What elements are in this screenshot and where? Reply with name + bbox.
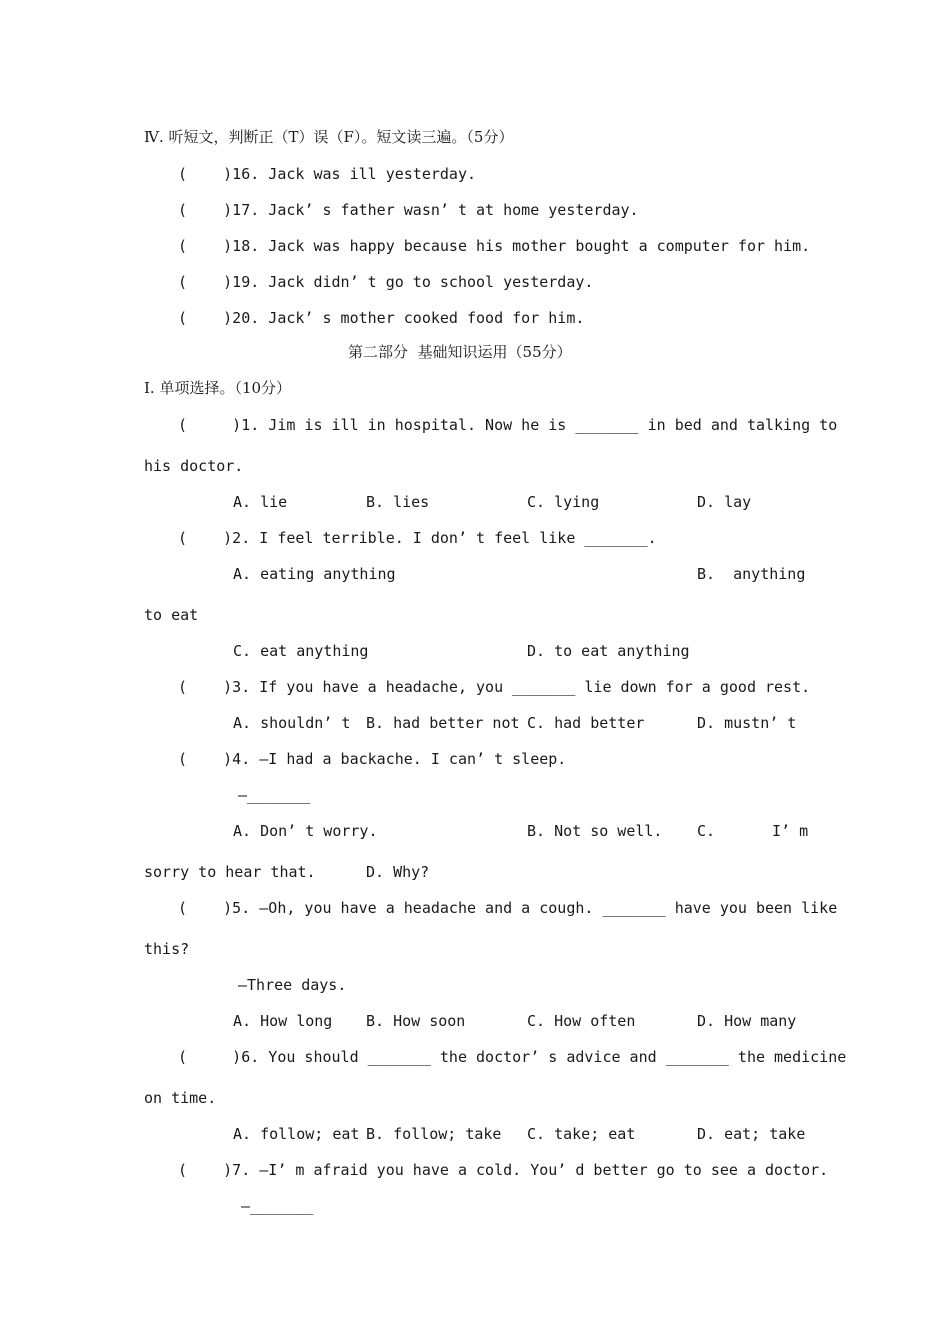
q5-option-c: C. How often: [527, 1012, 636, 1030]
tf-item-18: ( )18. Jack was happy because his mother bought a computer for him.: [178, 237, 811, 255]
q5-reply: —Three days.: [238, 976, 347, 994]
q2-stem: ( )2. I feel terrible. I don’ t feel like _______.: [178, 529, 657, 547]
q4-stem: ( )4. —I had a backache. I can’ t sleep.: [178, 750, 567, 768]
q1-option-d: D. lay: [697, 493, 752, 511]
q1-option-a: A. lie: [233, 493, 288, 511]
q3-option-c: C. had better: [527, 714, 645, 732]
q6-option-b: B. follow; take: [366, 1125, 502, 1143]
q2-option-b: B. anything: [697, 565, 806, 583]
q5-option-a: A. How long: [233, 1012, 333, 1030]
q5-option-d: D. How many: [697, 1012, 797, 1030]
q2-option-d: D. to eat anything: [527, 642, 690, 660]
q6-stem-cont: on time.: [144, 1089, 217, 1107]
q2-option-b-cont: to eat: [144, 606, 199, 624]
part-two-title: 第二部分 基础知识运用（55分）: [348, 343, 572, 361]
q6-stem: ( )6. You should _______ the doctor’ s advice and _______ the medicine: [178, 1048, 847, 1066]
q2-option-c: C. eat anything: [233, 642, 369, 660]
q4-option-c-mid: I’ m: [772, 822, 809, 840]
tf-item-19: ( )19. Jack didn’ t go to school yesterday.: [178, 273, 594, 291]
q6-option-a: A. follow; eat: [233, 1125, 360, 1143]
tf-item-16: ( )16. Jack was ill yesterday.: [178, 165, 477, 183]
q1-stem-cont: his doctor.: [144, 457, 244, 475]
q4-option-a: A. Don’ t worry.: [233, 822, 378, 840]
q4-option-c: C.: [697, 822, 716, 840]
q3-stem: ( )3. If you have a headache, you _______ lie down for a good rest.: [178, 678, 811, 696]
q1-stem: ( )1. Jim is ill in hospital. Now he is _______ in bed and talking to: [178, 416, 838, 434]
q2-option-a: A. eating anything: [233, 565, 396, 583]
q3-option-a: A. shouldn’ t: [233, 714, 351, 732]
q4-reply: —_______: [238, 786, 311, 804]
tf-item-20: ( )20. Jack’ s mother cooked food for him.: [178, 309, 585, 327]
q5-stem: ( )5. —Oh, you have a headache and a cough. _______ have you been like: [178, 899, 838, 917]
section-i-heading: Ⅰ. 单项选择。（10分）: [144, 379, 292, 397]
q5-option-b: B. How soon: [366, 1012, 466, 1030]
q4-option-c-cont: sorry to hear that.: [144, 863, 316, 881]
q3-option-d: D. mustn’ t: [697, 714, 797, 732]
q4-option-b: B. Not so well.: [527, 822, 663, 840]
q5-stem-cont: this?: [144, 940, 190, 958]
q4-option-d: D. Why?: [366, 863, 430, 881]
q7-reply: —_______: [241, 1197, 314, 1215]
q6-option-d: D. eat; take: [697, 1125, 806, 1143]
section-iv-heading: Ⅳ. 听短文，判断正（T）误（F）。短文读三遍。（5分）: [144, 128, 514, 146]
q6-option-c: C. take; eat: [527, 1125, 636, 1143]
tf-item-17: ( )17. Jack’ s father wasn’ t at home yesterday.: [178, 201, 639, 219]
q1-option-b: B. lies: [366, 493, 430, 511]
q3-option-b: B. had better not: [366, 714, 520, 732]
q1-option-c: C. lying: [527, 493, 600, 511]
q7-stem: ( )7. —I’ m afraid you have a cold. You’ d better go to see a doctor.: [178, 1161, 829, 1179]
